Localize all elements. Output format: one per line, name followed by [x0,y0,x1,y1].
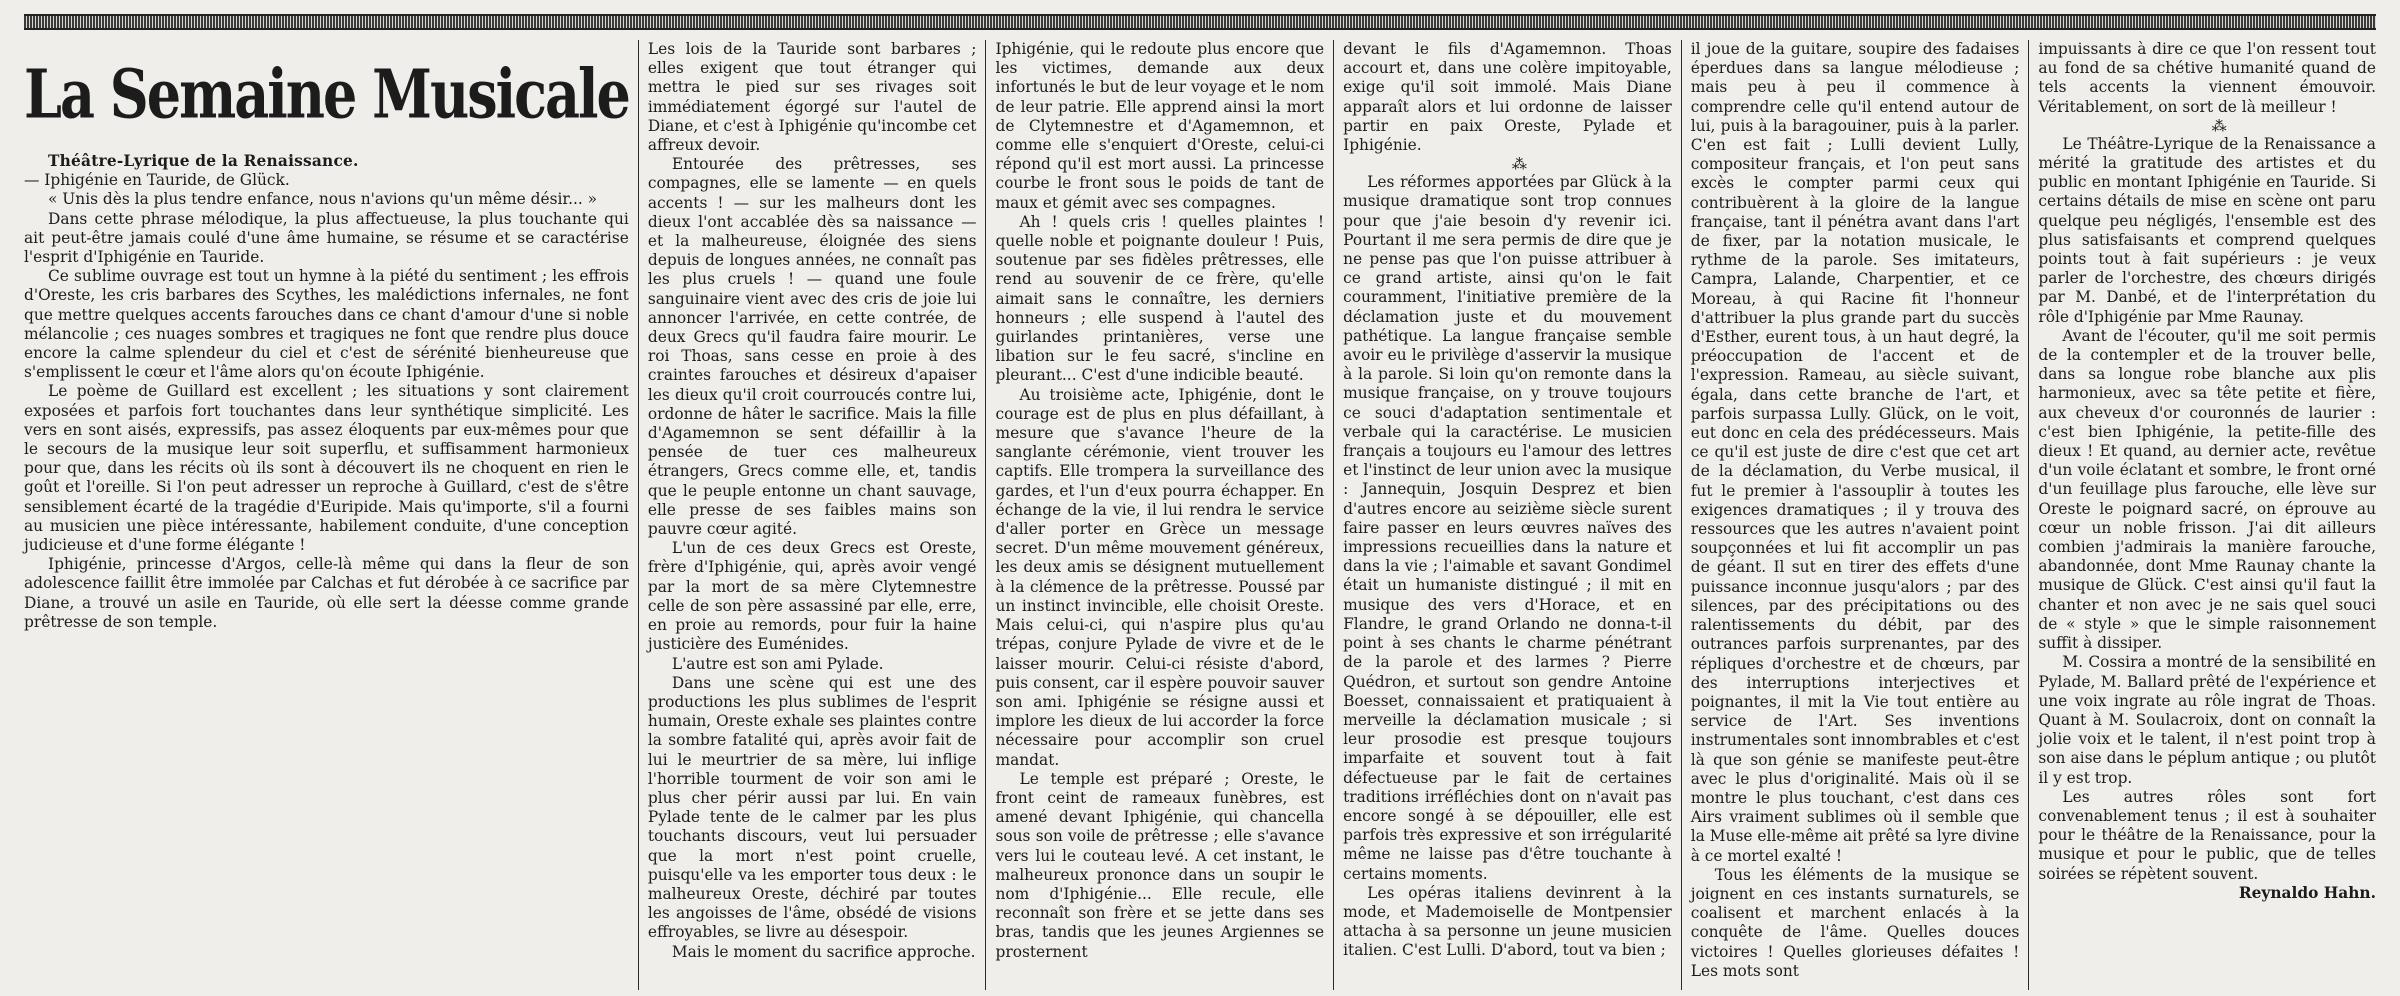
paragraph: Le poème de Guillard est excellent ; les situations y sont clairement exposées et parfois fort touchantes dans leur synthétique simplicité. Les vers en sont aisés, expressifs, pas assez éloquents par eux-mêmes pour que le secours de la musique leur soit superflu, et suffisamment harmonieux pour que, dans les récits où ils sont à découvert ils ne choquent en rien le goût et l'oreille. Si l'on peut adresser un reproche à Guillard, c'est de s'être sensiblement écarté de la tragédie d'Euripide. Mais qu'importe, s'il a fourni au musicien une pièce intéressante, habilement conduite, d'une conception judicieuse et d'une forme élégante ! [24,382,629,555]
paragraph: Le temple est préparé ; Oreste, le front ceint de rameaux funèbres, est amené devant Iphigénie, qui chancella sous son voile de prêtresse ; elle s'avance vers lui le couteau levé. A cet instant, le malheureux prononce dans un soupir le nom d'Iphigénie... Elle recule, elle reconnaît son frère et se jette dans ses bras, tandis que les jeunes Argiennes se prosternent [995,769,1325,961]
paragraph: M. Cossira a montré de la sensibilité en Pylade, M. Ballard prêté de l'expérience et une voix ingrate au rôle ingrat de Thoas. Quant à M. Soulacroix, dont on connaît la jolie voix et le talent, il n'est point trop à son aise dans le péplum antique ; ou plutôt il y est trop. [2038,653,2376,787]
column-body [648,40,977,962]
paragraph: L'un de ces deux Grecs est Oreste, frère d'Iphigénie, qui, après avoir vengé par la mort de sa mère Clytemnestre celle de son père assassiné par elle, erre, en proie au remords, pour fuir la haine justicière des Euménides. [647,539,977,654]
column-4 [1333,40,1681,990]
paragraph: Ce sublime ouvrage est tout un hymne à la piété du sentiment ; les effrois d'Oreste, les cris barbares des Scythes, les malédictions infernales, ne font que mettre quelques accents farouches dans ce chant d'amour d'une si noble mélancolie ; ces nuages sombres et tragiques ne font que rendre plus douce encore la calme splendeur du ciel et c'est de sérénité bienheureuse que s'emplissent le cœur et l'âme alors qu'on écoute Iphigénie. [24,267,629,382]
subhead: Théâtre-Lyrique de la Renaissance. [48,152,359,170]
paragraph: Dans cette phrase mélodique, la plus affectueuse, la plus touchante qui ait peut-être jamais coulé d'une âme humaine, se résume et se caractérise l'esprit d'Iphigénie en Tauride. [24,209,629,267]
column-body [24,171,629,632]
paragraph: L'autre est son ami Pylade. [671,654,884,673]
paragraph: Iphigénie, princesse d'Argos, celle-là même qui dans la fleur de son adolescence faillit être immolée par Calchas et fut dérobée à ce sacrifice par Diane, a trouvé un asile en Tauride, où elle sert la déesse comme grande prêtresse de son temple. [24,555,629,631]
paragraph: Les lois de la Tauride sont barbares ; elles exigent que tout étranger qui mettra le pied sur ses rivages soit immédiatement égorgé sur l'autel de Diane, et c'est à Iphigénie qu'incombe cet affreux devoir. [647,40,977,155]
paragraph: Au troisième acte, Iphigénie, dont le courage est de plus en plus défaillant, à mesure que s'avance l'heure de la sanglante cérémonie, vient trouver les captifs. Elle trompera la surveillance des gardes, et l'un d'eux pourra échapper. En échange de la vie, il lui rendra le service d'aller porter en Grèce un message secret. D'un même mouvement généreux, les deux amis se désignent mutuellement à la clémence de la prêtresse. Poussé par un instinct invincible, elle choisit Oreste. Mais celui-ci, qui n'aspire plus qu'au trépas, conjure Pylade de vivre et de le laisser mourir. Celui-ci résiste d'abord, puis consent, car il espère pouvoir sauver son ami. Iphigénie se résigne aussi et implore les dieux de lui accorder la force nécessaire pour accomplir son cruel mandat. [995,385,1325,769]
column-6 [2028,40,2376,990]
paragraph: Avant de l'écouter, qu'il me soit permis de la contempler et de la trouver belle, dans sa longue robe blanche aux plis harmonieux, avec sa tête petite et fière, aux cheveux d'or couronnés de laurier : c'est bien Iphigénie, la petite-fille des dieux ! Et quand, au dernier acte, revêtue d'un voile éclatant et sombre, le front orné d'un feuillage plus farouche, elle lève sur Oreste le poignard sacré, on éprouve au cœur un noble frisson. J'ai dit ailleurs combien j'admirais la manière farouche, abandonnée, dont Mme Raunay chante la musique de Glück. C'est ainsi qu'il faut la chanter et non avec je ne sais quel souci de « style » que le simple raisonnement suffit à dissiper. [2038,326,2376,653]
column-1 [24,40,638,990]
paragraph: Dans une scène qui est une des productions les plus sublimes de l'esprit humain, Oreste exhale ses plaintes contre la sombre fatalité qui, après avoir fait de lui le meurtrier de sa mère, lui inflige l'horrible tourment de voir son ami le plus cher périr aussi par lui. En vain Pylade tente de le calmer par les plus touchants discours, veut lui persuader que la mort n'est point cruelle, puisqu'elle va les emporter tous deux : le malheureux Oreste, déchiré par toutes les angoisses de l'âme, obsédé de visions effroyables, se livre au désespoir. [647,673,977,942]
paragraph: devant le fils d'Agamemnon. Thoas accourt et, dans une colère impitoyable, exige qu'il soit immolé. Mais Diane apparaît alors et lui ordonne de laisser partir en paix Oreste, Pylade et Iphigénie. [1343,40,1672,155]
section-separator: ⁂ [2211,116,2227,135]
paragraph: Ah ! quels cris ! quelles plaintes ! quelle noble et poignante douleur ! Puis, soutenue par ses fidèles prêtresses, elle rend au souvenir de ce frère, qu'elle aimait sans le connaître, les derniers honneurs ; elle suspend à l'autel des guirlandes printanières, verse une libation sur le feu sacré, s'incline en pleurant... C'est d'une indicible beauté. [995,212,1325,385]
paragraph: Les réformes apportées par Glück à la musique dramatique sont trop connues pour que j'aie besoin d'y revenir ici. Pourtant il me sera permis de dire que je ne pense pas que l'on puisse attribuer à ce grand artiste, ainsi qu'on le fait couramment, l'initiative première de la déclamation juste et du mouvement pathétique. La langue française semble avoir eu le privilège d'asservir la musique à la parole. Si loin qu'on remonte dans la musique française, on y trouve toujours ce souci d'adaptation sentimentale et verbale qui la caractérise. Le musicien français a toujours eu l'amour des lettres et l'instinct de leur union avec la musique : Jannequin, Josquin Desprez et bien d'autres encore au seizième siècle surent faire passer en leurs œuvres naïves des impressions recueillies dans la nature et dans la vie ; l'aimable et savant Gondimel était un humaniste distingué ; il mit en musique des vers d'Horace, et en Flandre, le grand Orlando ne donna-t-il point à ses chants le charme pénétrant de la parole et des larmes ? Pierre Quédron, et surtout son gendre Antoine Boesset, connaissaient et pratiquaient à merveille la déclamation musicale ; si leur prosodie est presque toujours imparfaite et souvent tout à fait défectueuse par le fait de certaines traditions irréfléchies dont on n'avait pas encore songé à se dépouiller, elle est parfois très expressive et son irrégularité même ne laisse pas d'être touchante à certains moments. [1343,173,1672,883]
column-body [1691,40,2020,981]
paragraph: Mais le moment du sacrifice approche. [671,942,976,961]
column-2 [638,40,986,990]
column-body [2038,40,2376,884]
column-3 [985,40,1333,990]
paragraph: Entourée des prêtresses, ses compagnes, elle se lamente — en quels accents ! — sur les malheurs dont les dieux l'ont accablée dès sa naissance — et la malheureuse, éloignée des siens depuis de longues années, ne connaît pas les plus cruels ! — quand une foule sanguinaire vient avec des cris de joie lui annoncer l'arrivée, en cette contrée, de deux Grecs qu'il faudra faire mourir. Le roi Thoas, sans cesse en proie à des craintes farouches et désireux d'apaiser les dieux qu'il croit courroucés contre lui, ordonne de hâter le sacrifice. Mais la fille d'Agamemnon se sent défaillir à la pensée de tuer ces malheureux étrangers, Grecs comme elle, et, tandis que le peuple entonne un chant sauvage, elle presse de ses faibles mains son pauvre cœur agité. [647,155,977,539]
paragraph: Tous les éléments de la musique se joignent en ces instants surnaturels, se coalisent et marchent enlacés à la conquête de l'âme. Quelles douces victoires ! Quelles glorieuses défaites ! Les mots sont [1690,865,2020,980]
section-separator: ⁂ [1511,155,1527,174]
paragraph: il joue de la guitare, soupire des fadaises éperdues dans sa langue mélodieuse ; mais peu à peu il commence à comprendre celle qu'il entend autour de lui, puis à la baragouiner, puis à la parler. C'en est fait ; Lulli devient Lully, compositeur français, et l'on peut sans excès le compter parmi ceux qui contribuèrent à la gloire de la langue française, tant il pénétra avant dans l'art de fixer, par la notation musicale, le rythme de la parole. Ses imitateurs, Campra, Lalande, Charpentier, et ce Moreau, à qui Racine fit l'honneur d'attribuer la plus grande part du succès d'Esther, eurent tous, à un haut degré, la préoccupation de l'accent et de l'expression. Rameau, au siècle suivant, égala, dans cette branche de l'art, et parfois surpassa Lully. Glück, on le voit, eut donc en cela des prédécesseurs. Mais ce qu'il est juste de dire c'est que cet art de la déclamation, du Verbe musical, il fut le premier à l'assouplir à toutes les exigences dramatiques ; il y trouva des ressources que les autres n'avaient point soupçonnées et lui fit accomplir un pas de géant. Il sut en tirer des effets d'une puissance inconnue jusqu'alors ; par des silences, par des précipitations ou des ralentissements du débit, par des outrances parfois surprenantes, par des répliques d'orchestre et de chœurs, par des interruptions interjectives et poignantes, il mit la Vie tout entière au service de l'Art. Ses inventions instrumentales sont innombrables et c'est là que son génie se manifeste peut-être avec le plus d'originalité. Mais où il se montre le plus touchant, c'est dans ces Airs vraiment sublimes où il semble que la Muse elle-même ait prêté sa lyre divine à ce mortel exalté ! [1690,40,2020,865]
paragraph: Les opéras italiens devinrent à la mode, et Mademoiselle de Montpensier attacha à sa personne un jeune musicien italien. C'est Lulli. D'abord, tout va bien ; [1343,883,1672,960]
paragraph: Les autres rôles sont fort convenablement tenus ; il est à souhaiter pour le théâtre de la Renaissance, pour la musique et pour le public, que de telles soirées se répètent souvent. [2038,787,2376,883]
signature: Reynaldo Hahn. [2238,883,2376,902]
column-body [995,40,1324,962]
paragraph: « Unis dès la plus tendre enfance, nous n'avions qu'un même désir... » [48,190,598,209]
top-rule [24,14,2376,30]
masthead: La Semaine Musicale [24,53,629,134]
column-5 [1681,40,2029,990]
column-body [1343,40,1672,961]
article-columns [24,40,2376,990]
paragraph: Le Théâtre-Lyrique de la Renaissance a mérité la gratitude des artistes et du public en montant Iphigénie en Tauride. Si certains détails de mise en scène ont paru quelque peu négligés, l'ensemble est des plus satisfaisants et comprend quelques points tout à fait supérieurs : je veux parler de l'orchestre, des chœurs dirigés par M. Danbé, et de l'interprétation du rôle d'Iphigénie par Mme Raunay. [2038,134,2376,326]
paragraph: Iphigénie, qui le redoute plus encore que les victimes, demande aux deux infortunés le but de leur voyage et le nom de leur patrie. Elle apprend ainsi la mort de Clytemnestre et d'Agamemnon, et comme elle s'enquiert d'Oreste, celui-ci répond qu'il est mort aussi. La princesse courbe le front sous le poids de tant de maux et gémit avec ses compagnes. [995,40,1325,212]
paragraph: — Iphigénie en Tauride, de Glück. [24,171,290,190]
paragraph: impuissants à dire ce que l'on ressent tout au fond de sa chétive humanité quand de tels accents la viennent émouvoir. Véritablement, on sort de là meilleur ! [2038,40,2376,116]
